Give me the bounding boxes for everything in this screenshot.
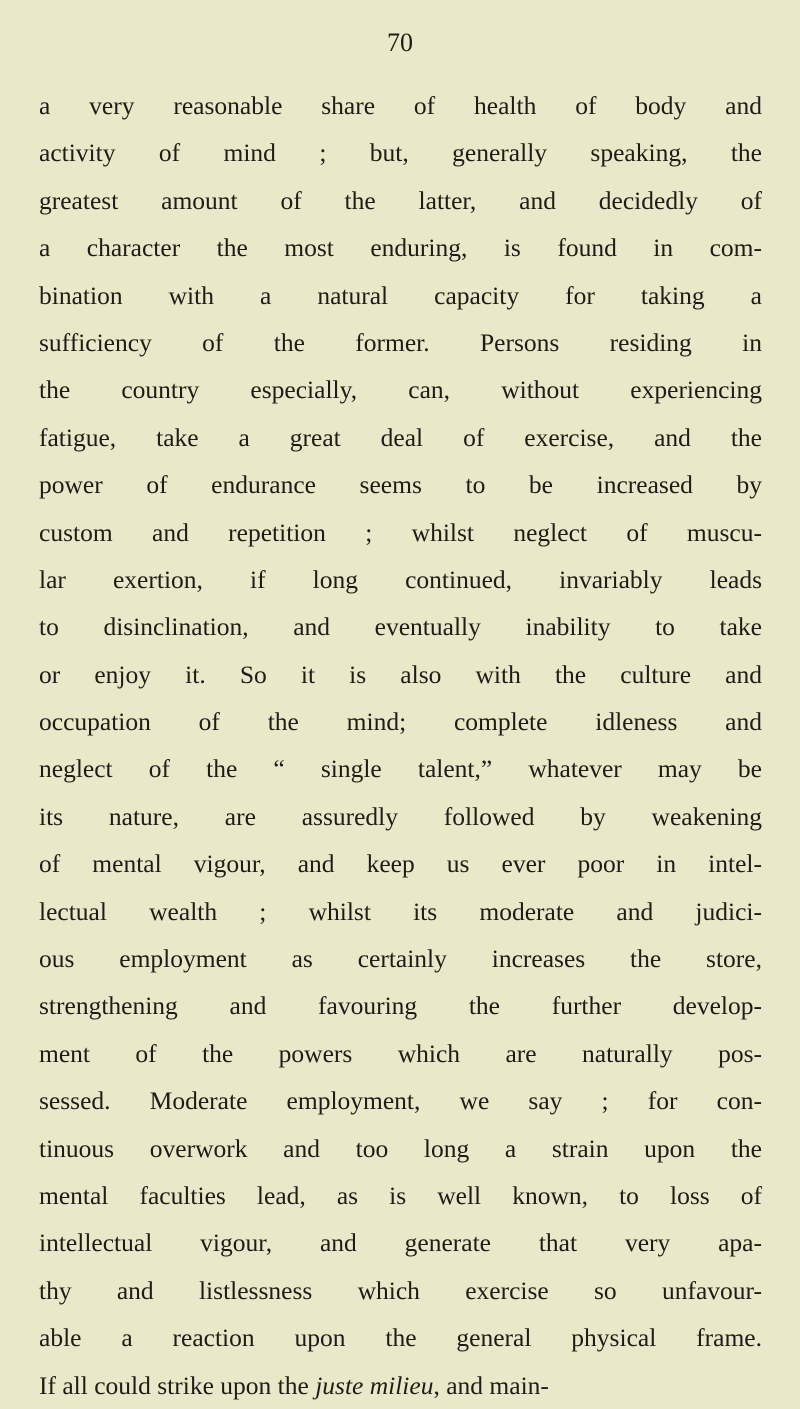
text-line	[39, 414, 762, 461]
text-line-content: thy and listlessness which exercise so unfavour-	[39, 1275, 762, 1305]
text-line	[39, 319, 762, 366]
text-line-content: greatest amount of the latter, and decidedly of	[39, 185, 762, 215]
text-line-content: ment of the powers which are naturally pos-	[39, 1038, 762, 1068]
text-line	[39, 1077, 762, 1124]
text-line	[39, 509, 762, 556]
text-line-content: fatigue, take a great deal of exercise, and the	[39, 422, 762, 452]
text-line	[39, 272, 762, 319]
text-line-content: or enjoy it. So it is also with the culture and	[39, 659, 762, 689]
text-line-content: to disinclination, and eventually inability to take	[39, 612, 762, 642]
text-line-content: lar exertion, if long continued, invariably leads	[39, 564, 762, 594]
text-line-content: occupation of the mind; complete idleness and	[39, 707, 762, 737]
text-line	[39, 840, 762, 887]
text-line-content: a character the most enduring, is found in com-	[39, 233, 762, 263]
text-line-content: lectual wealth ; whilst its moderate and judici-	[39, 896, 762, 926]
text-line	[39, 177, 762, 224]
text-line	[39, 793, 762, 840]
text-line	[39, 935, 762, 982]
text-line-content: mental faculties lead, as is well known, to loss of	[39, 1180, 762, 1210]
text-line-content: activity of mind ; but, generally speaking, the	[39, 138, 762, 168]
text-line	[39, 745, 762, 792]
text-line	[39, 366, 762, 413]
text-line	[39, 1125, 762, 1172]
text-line	[39, 1219, 762, 1266]
text-line	[39, 224, 762, 271]
text-line	[39, 1267, 762, 1314]
text-line-content: strengthening and favouring the further develop-	[39, 991, 762, 1021]
page-number: 70	[387, 28, 413, 57]
text-line	[39, 556, 762, 603]
text-line	[39, 461, 762, 508]
text-line	[39, 82, 762, 129]
text-line-content: sufficiency of the former. Persons residing in	[39, 327, 762, 357]
text-line-content: its nature, are assuredly followed by weakening	[39, 801, 762, 831]
text-line-content: sessed. Moderate employment, we say ; for con-	[39, 1086, 762, 1116]
text-line-content: the country especially, can, without experiencing	[39, 375, 762, 405]
text-line	[39, 1362, 762, 1409]
italic-phrase: juste milieu	[315, 1370, 434, 1400]
text-line	[39, 603, 762, 650]
text-segment: , and main-	[433, 1370, 549, 1400]
text-line	[39, 982, 762, 1029]
text-line-content: neglect of the “ single talent,” whatever may be	[39, 754, 762, 784]
text-line	[39, 129, 762, 176]
text-line-content: custom and repetition ; whilst neglect of muscu-	[39, 517, 762, 547]
body-text	[39, 82, 762, 1409]
text-line-content: able a reaction upon the general physical frame.	[39, 1323, 762, 1353]
text-line-content: power of endurance seems to be increased by	[39, 470, 762, 500]
text-line-content: a very reasonable share of health of body and	[39, 91, 762, 120]
text-line	[39, 698, 762, 745]
text-line	[39, 651, 762, 698]
text-line	[39, 1172, 762, 1219]
text-line-content: intellectual vigour, and generate that very apa-	[39, 1228, 762, 1258]
text-segment: If all could strike upon the	[39, 1370, 316, 1400]
text-line	[39, 888, 762, 935]
text-line	[39, 1030, 762, 1077]
text-line-content: bination with a natural capacity for taking a	[39, 280, 762, 310]
text-line	[39, 1314, 762, 1361]
text-line-content: of mental vigour, and keep us ever poor in intel-	[39, 849, 762, 879]
text-line-content: ous employment as certainly increases the store,	[39, 944, 762, 974]
text-line-content: tinuous overwork and too long a strain upon the	[39, 1133, 762, 1163]
